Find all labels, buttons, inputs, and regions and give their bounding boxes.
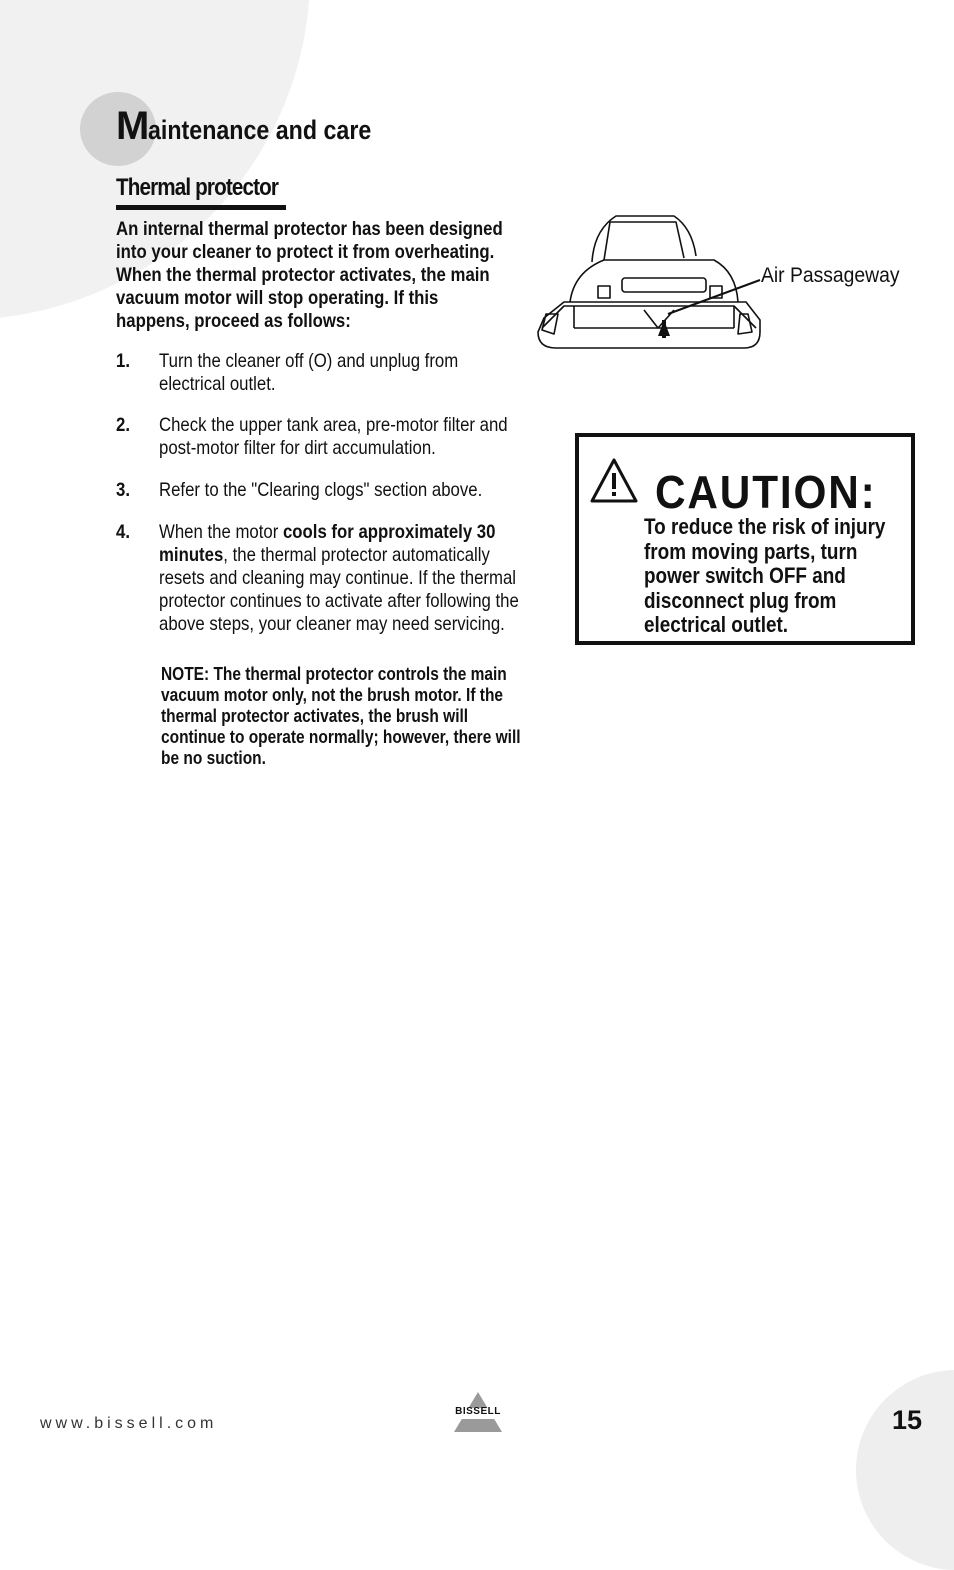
warning-triangle-icon <box>589 457 639 505</box>
page-number: 15 <box>892 1405 923 1435</box>
title-initial: M <box>116 104 149 148</box>
step-2 <box>116 414 520 460</box>
section-heading-rule <box>116 205 286 210</box>
step-number: 2. <box>116 414 130 436</box>
figure-label: Air Passageway <box>761 264 900 287</box>
section-heading: Thermal protector <box>116 174 279 201</box>
step-text: Refer to the "Clearing clogs" section above. <box>159 479 483 501</box>
step-1 <box>116 350 520 396</box>
brand-logo-text: BISSELL <box>455 1406 501 1417</box>
vacuum-foot-illustration <box>534 210 774 358</box>
caution-heading: CAUTION: <box>655 466 877 518</box>
step-number: 3. <box>116 479 130 501</box>
note-paragraph: NOTE: The thermal protector controls the main vacuum motor only, not the brush motor. If the thermal protector activates, the brush will continue to operate normally; however, there will be no suction. <box>161 664 521 768</box>
page-number-circle <box>856 1370 954 1570</box>
step-emphasis: cools for approximately 30 minutes <box>159 521 496 566</box>
intro-paragraph: An internal thermal protector has been designed into your cleaner to protect it from overheating. When the thermal protector activates, the main vacuum motor will stop operating. If this happens, proceed as follows: <box>116 218 503 332</box>
step-text: Check the upper tank area, pre-motor filter and post-motor filter for dirt accumulation. <box>159 414 508 459</box>
website-url: www.bissell.com <box>40 1415 218 1432</box>
title-rest: aintenance and care <box>148 115 372 145</box>
step-4 <box>116 521 520 636</box>
step-number: 1. <box>116 350 130 372</box>
caution-box <box>575 433 915 645</box>
step-text: Turn the cleaner off (O) and unplug from electrical outlet. <box>159 350 459 395</box>
step-number: 4. <box>116 521 130 543</box>
step-text: When the motor cools for approximately 30 minutes, the thermal protector automatically resets and cleaning may continue. If the thermal protector continues to activate after following the above steps, your cleaner may need servicing. <box>159 521 519 635</box>
step-3 <box>116 479 520 502</box>
caution-text: To reduce the risk of injury from moving parts, turn power switch OFF and disconnect plug from electrical outlet. <box>644 514 886 637</box>
